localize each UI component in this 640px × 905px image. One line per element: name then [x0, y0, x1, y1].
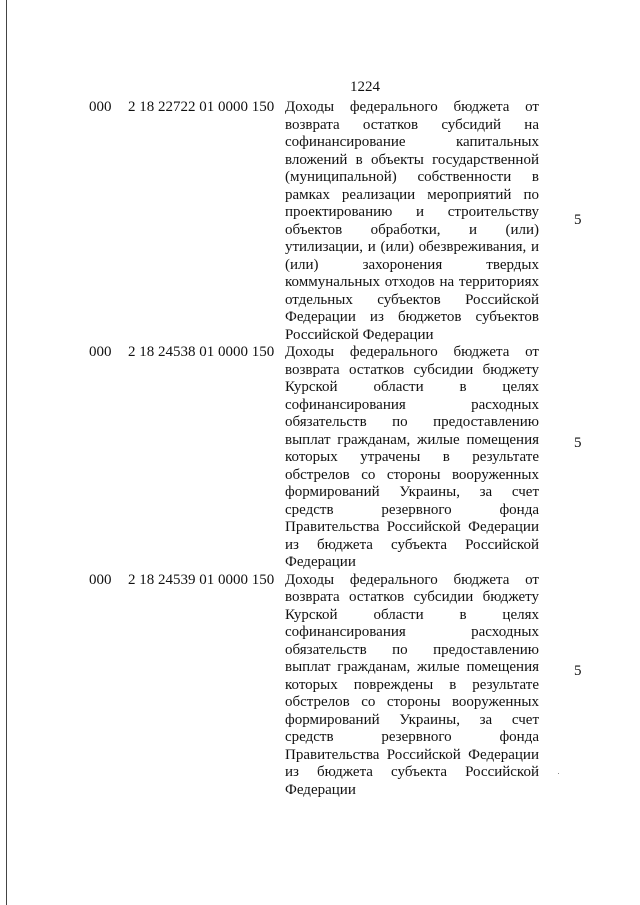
- table-row: [0, 344, 640, 572]
- amount-value: 5: [574, 212, 582, 228]
- kbk-code: 2 18 24539 01 0000 150: [128, 571, 275, 588]
- admin-code: 000: [89, 571, 112, 588]
- revenue-description: Доходы федерального бюджета от возврата остатков субсидии бюджету Курской области в целях софинансирования расходных обязательств по предоставлению выплат гражданам, жилые помещения которых утрачены в результате обстрелов со стороны вооруженных формирований Украины, за счет средств резервного фонда Правительства Российской Федерации из бюджета субъекта Российской Федерации: [285, 344, 539, 570]
- amount-value: 5: [574, 662, 582, 679]
- revenue-description: Доходы федерального бюджета от возврата остатков субсидий на софинансирование капитальных вложений в объекты государственной (муниципальной) собственности в рамках реализации мероприятий по проектированию и строительству объектов обработки, и (или) утилизации, и (или) обезвреживания, и (или) захоронения твердых коммунальных отходов на территориях отдельных субъектов Российской Федерации из бюджетов субъектов Российской Федерации: [285, 99, 539, 343]
- table-row: [0, 99, 640, 344]
- kbk-code: 2 18 24538 01 0000 150: [128, 344, 275, 360]
- page-number: 1224: [350, 79, 380, 95]
- revenue-codes-table: [0, 99, 640, 799]
- amount-value: 5: [574, 435, 582, 451]
- admin-code: 000: [89, 99, 112, 115]
- revenue-description: Доходы федерального бюджета от возврата остатков субсидии бюджету Курской области в целях софинансирования расходных обязательств по предоставлению выплат гражданам, жилые помещения которых повреждены в результате обстрелов со стороны вооруженных формирований Украины, за счет средств резервного фонда Правительства Российской Федерации из бюджета субъекта Российской Федерации: [285, 571, 539, 798]
- scan-speck: [558, 773, 559, 774]
- admin-code: 000: [89, 344, 112, 360]
- kbk-code: 2 18 22722 01 0000 150: [128, 99, 275, 115]
- table-row: [0, 572, 640, 800]
